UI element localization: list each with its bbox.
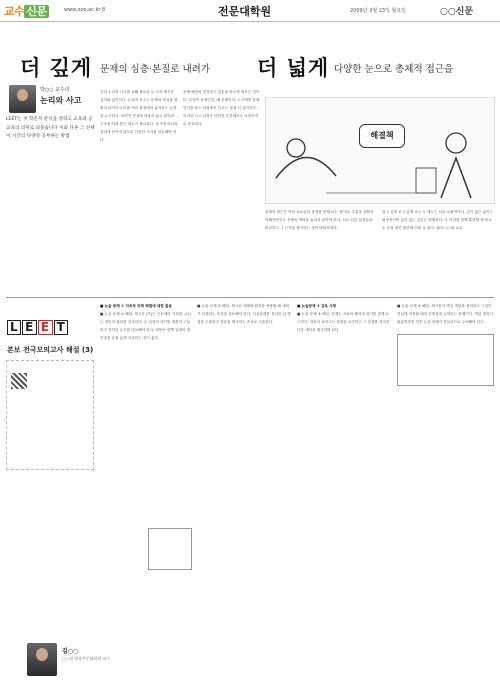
article-col-3 — [265, 208, 377, 293]
pattern-icon — [11, 373, 27, 389]
question-heading-1: ■ 논술 문제 ① 지속적 과제 해결에 대한 물음 — [100, 304, 172, 308]
article-col-2-text: 문제 해결의 첫걸음은 질문을 바르게 세우는 것이다. 무엇이 문제인지, 왜 문제인지, 누구에게 문제인지를 묻는 과정에서 사고는 점점 더 깊어진다. 이러한 사고 과정은 법학적 추론에서도 마찬가지로 중요하다. — [183, 90, 260, 126]
article-col-4 — [382, 208, 494, 293]
leet-info-box — [6, 360, 94, 470]
question-heading-2: ■ 논술문제 ② 검토 사항 — [297, 304, 337, 308]
writer-name: 김○○ — [62, 648, 79, 655]
headline-left-title: 더 깊게 — [20, 56, 93, 80]
leet-letter-4: T — [54, 320, 69, 335]
article-col-1 — [100, 88, 178, 293]
leet-letter-1: L — [7, 320, 21, 335]
cartoon-illustration — [266, 98, 495, 204]
answer-col-2-text: ■ 논술 문제 ② 해설. 제시된 사례에 원칙을 적용할 때 예외가 인정되는 조건을 검토해야 한다. 사실관계를 정리한 뒤 쟁점을 도출하고 결론을 제시하는 순서로 서술한다. — [197, 304, 291, 324]
writer-title: ○○대 법학전문대학원 교수 — [62, 656, 111, 661]
answer-col-3 — [297, 302, 392, 682]
article-col-3-text: 총체적 접근은 여러 요소들의 관계를 함께 보는 것이다. 부분을 정확히 이해하면서도 전체의 맥락을 놓치지 않아야 한다. 서로 다른 입장들을 비교하고 그 근거를 평가하는 것이 바람직하다. — [265, 210, 374, 230]
writer-photo — [27, 643, 57, 676]
editorial-cartoon — [265, 97, 495, 204]
paper-name: ○○신문 — [440, 7, 474, 17]
article-col-2 — [183, 88, 261, 293]
answer-col-1 — [100, 302, 192, 682]
newspaper-logo — [4, 3, 49, 19]
headline-right-sub: 다양한 눈으로 총체적 접근을 — [334, 64, 454, 75]
answer-col-3-text: ■ 논술 문제 ③ 해설. 문제는 자료의 해석과 평가를 함께 요구한다. 자료가 보여주는 경향을 요약하고 그 한계를 지적한 다음 대안을 제시하면 된다. — [297, 312, 390, 332]
leet-letter-2: E — [22, 320, 37, 335]
article-col-4-text: 결국 깊게 보고 넓게 보는 두 태도는 서로 보완적이다. 깊이 없는 넓이는 피상적이며 넓이 없는 깊이는 편협하다. 두 가지를 함께 훈련할 때 비로소 균형 잡힌 판단에 이를 수 있다. 필자 ○○대 교수 — [382, 210, 493, 230]
left-intro — [6, 116, 96, 142]
section-title: 전문대학원 — [218, 5, 272, 18]
answer-col-4-text: ■ 논술 문제 ④ 해설. 제시문의 핵심 개념을 정의하고 그것이 현실에 적용될 때의 문제점을 논하라는 문제이다. 개념 정의가 불분명하면 이후 논증 전체가 흔들리므로 주의해야 한다. — [397, 304, 493, 324]
site-url: www.ooo.ac.kr 8 — [64, 7, 106, 13]
leet-badge — [7, 320, 69, 335]
left-intro-text: LEET는 첫 학문적 분석을 정하고 교육과 공교육의 의미로 되묻습니다 이와 다른 그 선택 이 시간의 다양성 공부하는 방법 — [6, 117, 95, 140]
logo-part-b: 신문 — [26, 5, 47, 18]
answer-box-2 — [397, 334, 494, 386]
answer-col-2 — [197, 302, 292, 682]
page-header — [0, 0, 500, 22]
issue-date: 2009년 3월 23일 월요일 — [350, 8, 407, 14]
headline-left-sub: 문제의 심층·본질로 내려가 — [100, 64, 211, 75]
logo-part-a: 교수 — [4, 5, 25, 18]
headline-right-title: 더 넓게 — [257, 56, 330, 80]
cartoon-bubble: 해결책 — [359, 124, 405, 148]
author-name: 박○○ 교수의 — [40, 87, 70, 93]
leet-letter-3: E — [38, 320, 53, 335]
answer-col-1-text: ■ 논술 문제 ① 해설. 제시문 (가)는 공동체의 가치를, (나)는 개인의 권리를 강조한다. 두 입장의 차이를 정확히 구분하고 각각의 논거를 비교해야 한다. 답안은 양쪽 입장의 장단점을 균형 있게 서술하는 것이 좋다. — [100, 312, 191, 340]
leet-subtitle: 본보 전국모의고사 해설 (3) — [7, 346, 94, 354]
author-photo — [9, 85, 36, 113]
section-divider — [6, 297, 494, 298]
article-col-1-text: 우리 논리적 사고를 위해 필요한 두 가지 방식은 깊이와 넓이이다. 논리적 사고는 문제의 핵심을 정확히 파악하고 이를 여러 관점에서 분석하는 능력을 요구한다. 표면적 현상에 머물지 않고 원인과 구조를 따져 묻는 태도가 필요하다. 동시에 하나의 관점에 갇히지 않도록 다양한 시각을 검토해야 한다. — [100, 90, 178, 142]
column-name: 논리와 사고 — [40, 96, 82, 105]
answer-box-1 — [148, 528, 192, 570]
